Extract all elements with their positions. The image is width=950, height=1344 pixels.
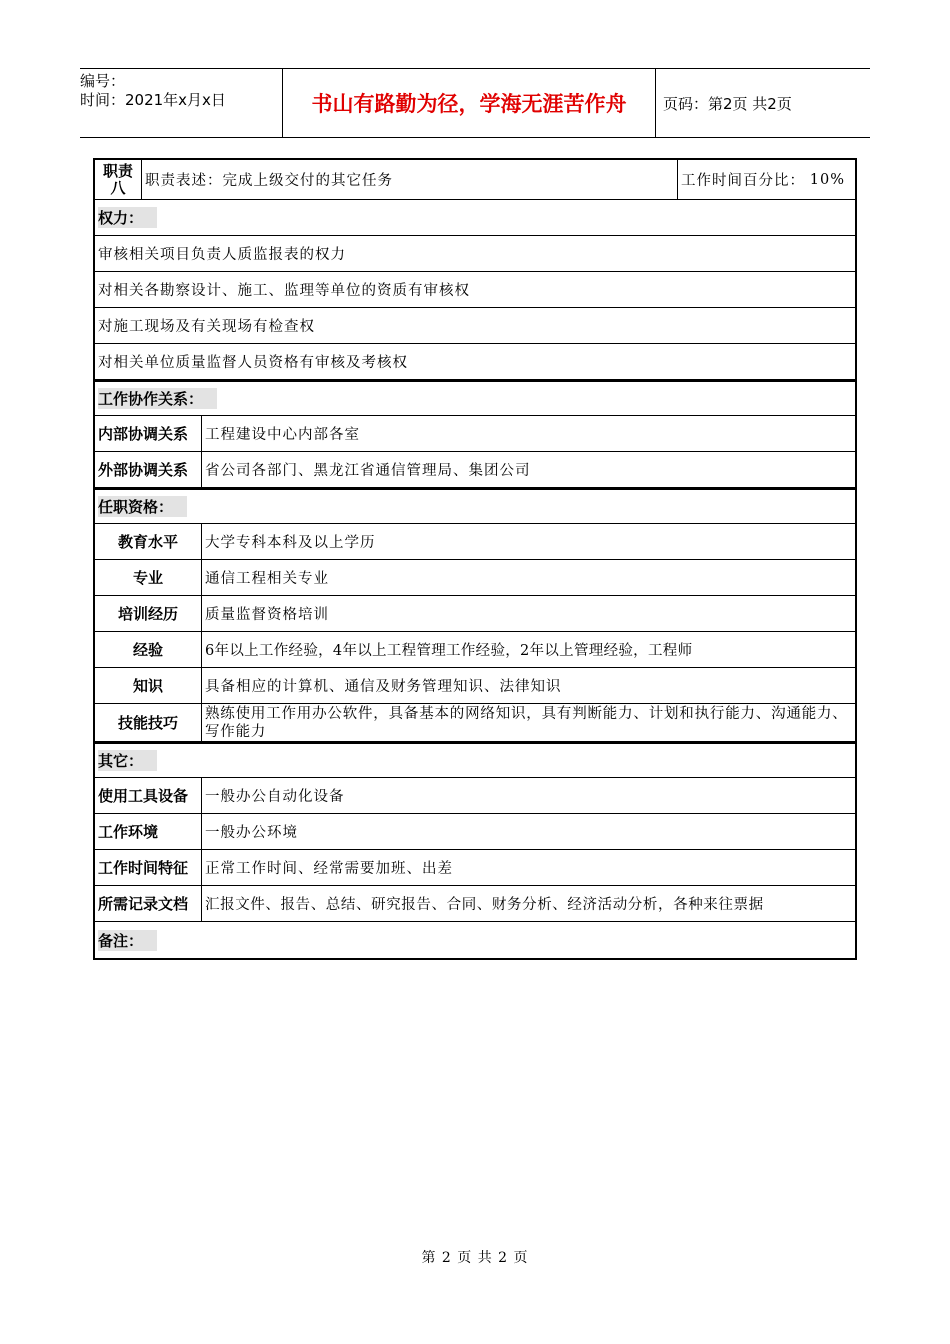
- duty-row: [95, 160, 855, 200]
- cooperation-value: 工程建设中心内部各室: [205, 427, 360, 443]
- authority-item: [95, 272, 855, 308]
- qualification-row: [95, 524, 855, 560]
- qualification-value: 通信工程相关专业: [205, 571, 329, 587]
- authority-title: 权力：: [95, 200, 157, 235]
- header-meta: [80, 69, 282, 137]
- authority-section-header: [95, 200, 855, 236]
- other-row: [95, 814, 855, 850]
- qualification-value: 熟练使用工作用办公软件，具备基本的网络知识，具有判断能力、计划和执行能力、沟通能力、写作能力: [205, 705, 848, 740]
- other-label: 使用工具设备: [95, 778, 202, 813]
- cooperation-row: [95, 452, 855, 488]
- qualification-label: 经验: [95, 632, 202, 667]
- authority-item-text: 对相关各勘察设计、施工、监理等单位的资质有审核权: [98, 283, 470, 299]
- qualification-row: [95, 704, 855, 742]
- qualification-section-header: [95, 488, 855, 524]
- other-value: 正常工作时间、经常需要加班、出差: [205, 861, 453, 877]
- other-title: 其它：: [95, 744, 157, 777]
- other-label: 工作环境: [95, 814, 202, 849]
- authority-item-text: 审核相关项目负责人质监报表的权力: [98, 247, 346, 263]
- page-footer: 第 2 页 共 2 页: [421, 1250, 529, 1266]
- cooperation-label: 外部协调关系: [95, 452, 202, 487]
- duty-label-text: 职责八: [102, 161, 133, 197]
- doc-date-label: 时间：2021年x月x日: [80, 91, 226, 109]
- authority-item-text: 对施工现场及有关现场有检查权: [98, 319, 315, 335]
- other-value: 一般办公环境: [205, 825, 298, 841]
- qualification-label: 技能技巧: [95, 704, 202, 741]
- cooperation-row: [95, 416, 855, 452]
- other-label: 工作时间特征: [95, 850, 202, 885]
- qualification-value: 6年以上工作经验，4年以上工程管理工作经验，2年以上管理经验，工程师: [205, 643, 693, 659]
- duty-label: [95, 160, 142, 199]
- qualification-value: 质量监督资格培训: [205, 607, 329, 623]
- duty-time-value: 10%: [809, 171, 845, 188]
- qualification-value: 大学专科本科及以上学历: [205, 535, 376, 551]
- header-page-info: 页码：第2页 共2页: [663, 94, 792, 113]
- cooperation-label: 内部协调关系: [95, 416, 202, 451]
- duty-description: 职责表述：完成上级交付的其它任务: [142, 160, 678, 199]
- authority-item: [95, 308, 855, 344]
- qualification-label: 知识: [95, 668, 202, 703]
- other-row: [95, 850, 855, 886]
- duty-time-label: 工作时间百分比：: [681, 173, 805, 189]
- job-description-table: [93, 158, 857, 960]
- authority-item: [95, 236, 855, 272]
- authority-item: [95, 344, 855, 380]
- qualification-title: 任职资格：: [95, 490, 187, 523]
- header-motto: 书山有路勤为径，学海无涯苦作舟: [282, 69, 656, 137]
- other-value: 汇报文件、报告、总结、研究报告、合同、财务分析、经济活动分析，各种来往票据: [205, 897, 764, 913]
- other-section-header: [95, 742, 855, 778]
- page-header: [80, 68, 870, 138]
- qualification-value: 具备相应的计算机、通信及财务管理知识、法律知识: [205, 679, 562, 695]
- cooperation-title: 工作协作关系：: [95, 382, 217, 415]
- remarks-row: [95, 922, 855, 958]
- authority-item-text: 对相关单位质量监督人员资格有审核及考核权: [98, 355, 408, 371]
- other-label: 所需记录文档: [95, 886, 202, 921]
- qualification-row: [95, 668, 855, 704]
- cooperation-section-header: [95, 380, 855, 416]
- remarks-title: 备注：: [95, 922, 157, 958]
- qualification-row: [95, 632, 855, 668]
- cooperation-value: 省公司各部门、黑龙江省通信管理局、集团公司: [205, 463, 531, 479]
- other-row: [95, 886, 855, 922]
- other-value: 一般办公自动化设备: [205, 789, 345, 805]
- doc-number-label: 编号：: [80, 72, 126, 90]
- qualification-label: 教育水平: [95, 524, 202, 559]
- qualification-row: [95, 560, 855, 596]
- other-row: [95, 778, 855, 814]
- qualification-row: [95, 596, 855, 632]
- qualification-label: 专业: [95, 560, 202, 595]
- qualification-label: 培训经历: [95, 596, 202, 631]
- duty-time-percentage: [678, 160, 855, 199]
